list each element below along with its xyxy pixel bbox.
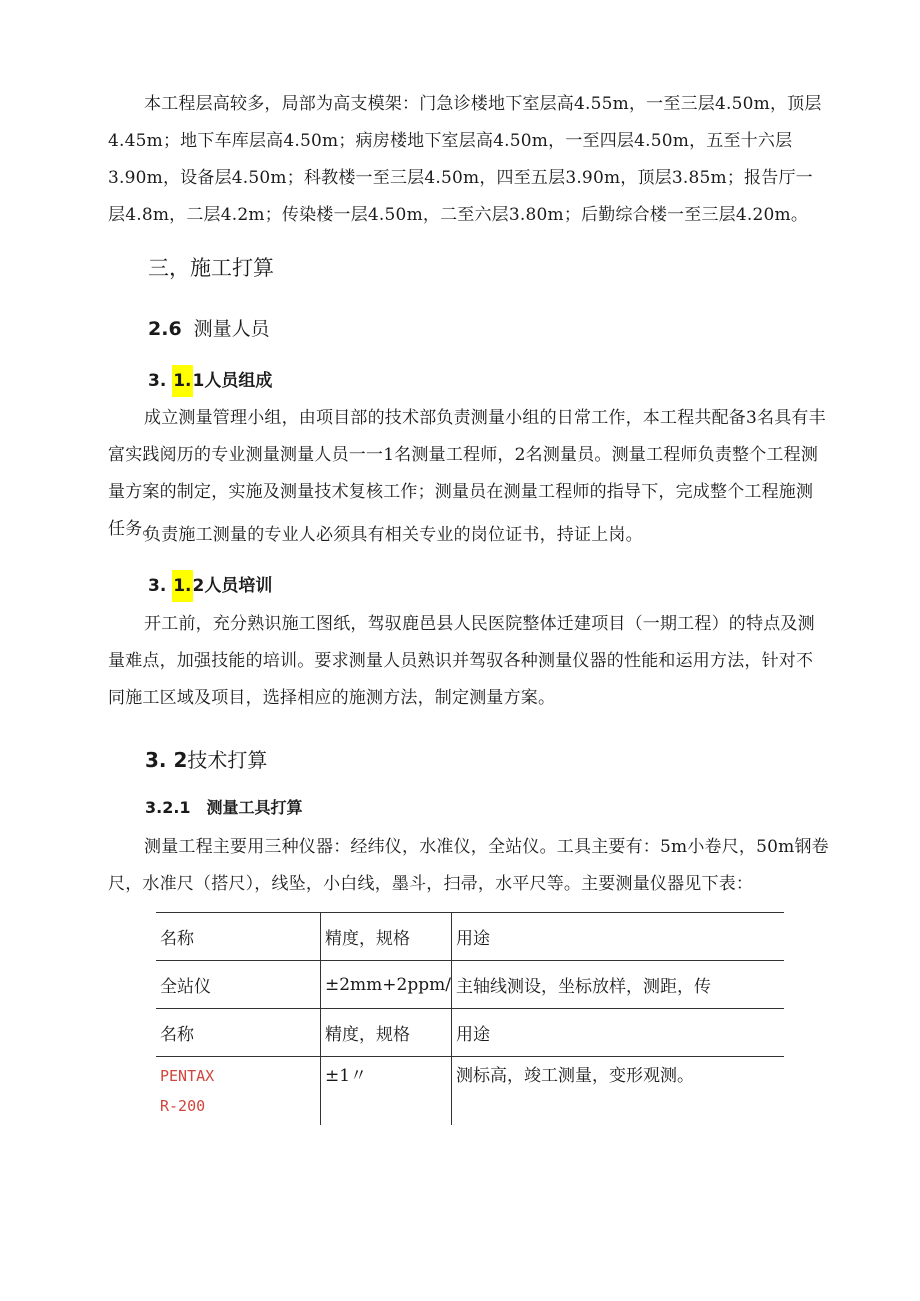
- heading-3-1-2: [148, 571, 272, 596]
- heading-3-2-number: 3. 2: [145, 748, 188, 772]
- heading-3-1-1-rest: 1人员组成: [192, 371, 273, 391]
- table-row: [156, 1057, 784, 1126]
- paragraph-3-1-2: 开工前，充分熟识施工图纸，驾驭鹿邑县人民医院整体迁建项目（一期工程）的特点及测量难点，加强技能的培训。要求测量人员熟识并驾驭各种测量仪器的性能和运用方法，针对不同施工区域及项目，选择相应的施测方法，制定测量方案。: [108, 614, 815, 708]
- paragraph-3-1-1-b: 负责施工测量的专业人必须具有相关专业的岗位证书，持证上岗。: [144, 525, 643, 545]
- table-cell: 用途: [452, 1009, 785, 1057]
- heading-3-1-1: [148, 366, 272, 391]
- table-row: [156, 1009, 784, 1057]
- table-row: [156, 913, 784, 961]
- table-cell: 用途: [452, 913, 785, 961]
- heading-3-1-2-prefix: 3.: [148, 576, 167, 596]
- instrument-name-line2: R-200: [160, 1097, 206, 1115]
- table-cell: ±2mm+2ppm/: [321, 961, 452, 1009]
- table-cell: 名称: [156, 1009, 321, 1057]
- table-cell: 全站仪: [156, 961, 321, 1009]
- heading-3-2-1: 3.2.1 测量工具打算: [145, 798, 303, 817]
- heading-3-1-1-highlight: 1.: [172, 365, 192, 397]
- heading-3-2: [145, 744, 267, 773]
- table-cell-instrument-name: [156, 1057, 321, 1126]
- instrument-name-line1: PENTAX: [160, 1067, 215, 1085]
- paragraph-3-1-1-a: 成立测量管理小组，由项目部的技术部负责测量小组的日常工作，本工程共配备3名具有丰富实践阅历的专业测量测量人员一一1名测量工程师，2名测量员。测量工程师负责整个工程测量方案的制定，实施及测量技术复核工作；测量员在测量工程师的指导下，完成整个工程施测任务。: [108, 408, 826, 539]
- heading-3-2-title: 技术打算: [187, 748, 268, 772]
- table-cell: 测标高，竣工测量，变形观测。: [452, 1057, 785, 1126]
- table-cell: 名称: [156, 913, 321, 961]
- heading-2-6-title: 测量人员: [193, 318, 270, 340]
- table-cell: 精度，规格: [321, 1009, 452, 1057]
- instrument-table: [156, 912, 784, 1125]
- heading-3-1-2-rest: 2人员培训: [192, 576, 273, 596]
- table-cell: 精度，规格: [321, 913, 452, 961]
- table-cell: 主轴线测设，坐标放样，测距，传: [452, 961, 785, 1009]
- heading-3-1-1-prefix: 3.: [148, 371, 167, 391]
- heading-2-6-number: 2.6: [148, 318, 182, 340]
- table-cell: ±1〃: [321, 1057, 452, 1126]
- table-row: [156, 961, 784, 1009]
- paragraph-3-2-1: 测量工程主要用三种仪器：经纬仪，水准仪，全站仪。工具主要有：5m小卷尺，50m钢卷尺，水准尺（搭尺），线坠，小白线，墨斗，扫帚，水平尺等。主要测量仪器见下表：: [108, 837, 829, 894]
- heading-2-6: [148, 314, 270, 341]
- section-heading-3: 三，施工打算: [148, 256, 274, 280]
- intro-paragraph: 本工程层高较多，局部为高支模架：门急诊楼地下室层高4.55m，一至三层4.50m，顶层4.45m；地下车库层高4.50m；病房楼地下室层高4.50m，一至四层4.50m，五至十六层3.90m，设备层4.50m；科教楼一至三层4.50m，四至五层3.90m，顶层3.85m；报告厅一层4.8m，二层4.2m；传染楼一层4.50m，二至六层3.80m；后勤综合楼一至三层4.20m。: [108, 94, 822, 225]
- heading-3-1-2-highlight: 1.: [172, 570, 192, 602]
